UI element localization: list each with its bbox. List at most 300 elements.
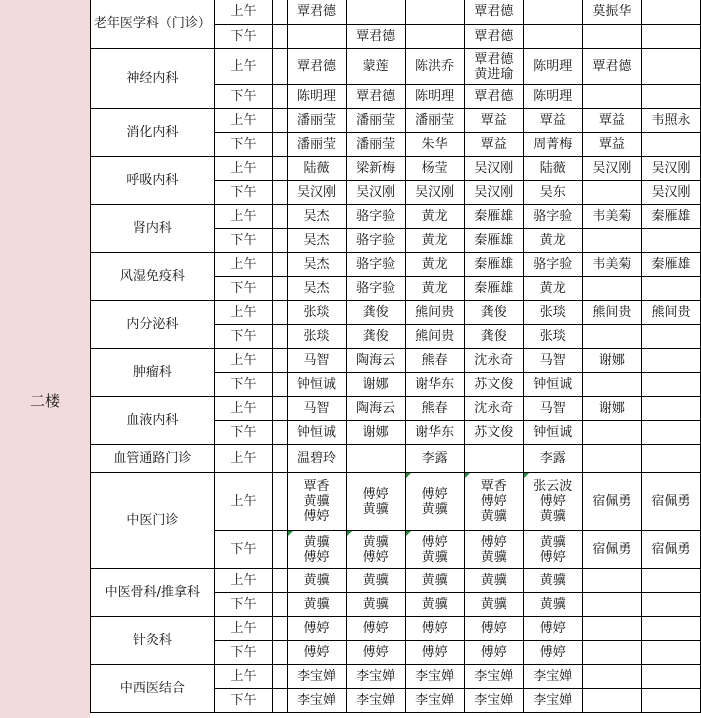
doctor-cell: 骆字验 — [346, 277, 405, 301]
doctor-cell: 黄骥 — [346, 593, 405, 617]
doctor-cell: 陈明理 — [523, 85, 582, 109]
doctor-cell: 吴杰 — [287, 205, 346, 229]
doctor-cell: 傅婷 — [346, 617, 405, 641]
doctor-name: 黄骥 — [539, 509, 566, 524]
doctor-cell: 吴东 — [523, 181, 582, 205]
doctor-cell: 谢娜 — [582, 349, 641, 373]
table-row — [91, 0, 701, 25]
doctor-cell: 黄骥 — [346, 569, 405, 593]
schedule-table — [90, 0, 701, 713]
doctor-cell — [582, 569, 641, 593]
doctor-cell — [405, 25, 464, 49]
doctor-cell — [582, 85, 641, 109]
doctor-cell: 陶海云 — [346, 349, 405, 373]
doctor-name: 覃香 — [303, 479, 330, 494]
doctor-cell: 覃益 — [582, 109, 641, 133]
doctor-cell: 吴汉刚 — [464, 157, 523, 181]
doctor-cell: 黄骥 — [464, 569, 523, 593]
cell-note-marker — [524, 473, 529, 478]
doctor-cell — [641, 421, 700, 445]
spacer-cell — [273, 421, 287, 445]
cell-note-marker — [347, 531, 352, 536]
doctor-cell: 黄骥 — [405, 593, 464, 617]
doctor-cell: 吴汉刚 — [641, 157, 700, 181]
doctor-cell: 朱华 — [405, 133, 464, 157]
session-period: 下午 — [214, 421, 272, 445]
doctor-cell: 马智 — [287, 349, 346, 373]
floor-label: 二楼 — [29, 392, 60, 410]
doctor-cell: 陆薇 — [523, 157, 582, 181]
table-row — [91, 473, 701, 531]
doctor-cell — [641, 277, 700, 301]
doctor-cell: 沈永奇 — [464, 349, 523, 373]
doctor-cell: 李宝婵 — [464, 689, 523, 713]
doctor-cell — [641, 373, 700, 397]
doctor-cell: 吴汉刚 — [582, 157, 641, 181]
doctor-cell — [405, 0, 464, 25]
doctor-cell: 陈明理 — [405, 85, 464, 109]
doctor-cell: 吴汉刚 — [287, 181, 346, 205]
doctor-cell: 黄骥 — [523, 569, 582, 593]
doctor-cell: 马智 — [523, 349, 582, 373]
department-name: 中医骨科/推拿科 — [91, 569, 215, 617]
doctor-cell: 覃君德 — [346, 85, 405, 109]
doctor-cell: 吴杰 — [287, 277, 346, 301]
spacer-cell — [273, 157, 287, 181]
table-row — [91, 349, 701, 373]
doctor-cell: 周菁梅 — [523, 133, 582, 157]
doctor-cell: 谢娜 — [582, 397, 641, 421]
session-period: 上午 — [214, 445, 272, 473]
doctor-cell — [582, 325, 641, 349]
session-period: 下午 — [214, 641, 272, 665]
doctor-cell: 傅婷 — [464, 641, 523, 665]
doctor-cell: 黄龙 — [405, 277, 464, 301]
doctor-cell: 傅婷 — [405, 641, 464, 665]
doctor-cell — [641, 85, 700, 109]
doctor-cell: 覃君德 — [464, 0, 523, 25]
doctor-cell — [641, 229, 700, 253]
doctor-cell — [523, 25, 582, 49]
doctor-name: 傅婷 — [362, 486, 389, 502]
doctor-name: 黄骥 — [480, 509, 507, 524]
doctor-cell: 覃君德 — [346, 25, 405, 49]
doctor-cell: 张琰 — [287, 325, 346, 349]
doctor-cell: 谢华东 — [405, 421, 464, 445]
doctor-cell — [582, 641, 641, 665]
doctor-cell: 骆字验 — [346, 253, 405, 277]
doctor-cell: 覃益 — [582, 133, 641, 157]
doctor-cell: 骆字验 — [523, 253, 582, 277]
table-row — [91, 445, 701, 473]
doctor-cell: 骆字验 — [523, 205, 582, 229]
doctor-cell — [346, 445, 405, 473]
doctor-cell — [641, 593, 700, 617]
doctor-cell — [641, 397, 700, 421]
department-name: 消化内科 — [91, 109, 215, 157]
session-period: 上午 — [214, 349, 272, 373]
doctor-cell: 熊间贵 — [405, 301, 464, 325]
cell-note-marker — [465, 473, 470, 478]
doctor-cell: 吴杰 — [287, 229, 346, 253]
session-period: 下午 — [214, 25, 272, 49]
spacer-cell — [273, 325, 287, 349]
doctor-cell: 吴汉刚 — [346, 181, 405, 205]
doctor-cell: 李宝婵 — [405, 689, 464, 713]
doctor-cell — [582, 277, 641, 301]
table-row — [91, 665, 701, 689]
doctor-cell: 秦雁雄 — [464, 277, 523, 301]
doctor-name: 傅婷 — [303, 549, 330, 565]
doctor-cell: 秦雁雄 — [464, 229, 523, 253]
doctor-name: 傅婷 — [362, 549, 389, 565]
doctor-name: 傅婷 — [480, 494, 507, 509]
floor-band — [0, 0, 90, 718]
department-name: 神经内科 — [91, 49, 215, 109]
doctor-cell: 陈明理 — [287, 85, 346, 109]
department-name: 内分泌科 — [91, 301, 215, 349]
doctor-cell: 黄骥 — [405, 569, 464, 593]
spacer-cell — [273, 0, 287, 25]
session-period: 下午 — [214, 133, 272, 157]
doctor-cell: 覃君德 — [582, 49, 641, 85]
session-period: 上午 — [214, 397, 272, 421]
doctor-cell — [582, 593, 641, 617]
spacer-cell — [273, 301, 287, 325]
doctor-name: 傅婷 — [421, 486, 448, 502]
doctor-cell: 李宝婵 — [523, 689, 582, 713]
doctor-cell: 陈洪乔 — [405, 49, 464, 85]
doctor-cell: 钟恒诚 — [287, 421, 346, 445]
doctor-cell: 秦雁雄 — [464, 253, 523, 277]
doctor-cell — [405, 531, 464, 569]
doctor-cell: 傅婷 — [523, 641, 582, 665]
doctor-cell — [641, 641, 700, 665]
doctor-cell: 潘丽莹 — [346, 109, 405, 133]
doctor-cell — [523, 531, 582, 569]
table-row — [91, 253, 701, 277]
doctor-cell: 傅婷 — [287, 641, 346, 665]
doctor-cell: 熊春 — [405, 349, 464, 373]
session-period: 上午 — [214, 617, 272, 641]
doctor-cell: 骆字验 — [346, 229, 405, 253]
doctor-cell — [582, 617, 641, 641]
doctor-cell — [582, 373, 641, 397]
doctor-cell: 谢娜 — [346, 373, 405, 397]
doctor-cell — [582, 689, 641, 713]
doctor-cell — [641, 617, 700, 641]
spacer-cell — [273, 473, 287, 531]
spacer-cell — [273, 397, 287, 421]
cell-note-marker — [288, 531, 293, 536]
doctor-cell — [346, 473, 405, 531]
doctor-cell: 李宝婵 — [346, 689, 405, 713]
doctor-name: 傅婷 — [539, 549, 566, 565]
doctor-name: 黄骥 — [362, 534, 389, 550]
doctor-cell: 秦雁雄 — [464, 205, 523, 229]
doctor-cell — [287, 531, 346, 569]
doctor-cell: 熊间贵 — [405, 325, 464, 349]
doctor-name: 傅婷 — [480, 534, 507, 550]
doctor-cell: 傅婷 — [287, 617, 346, 641]
doctor-cell — [464, 473, 523, 531]
doctor-cell: 熊春 — [405, 397, 464, 421]
department-name: 肿瘤科 — [91, 349, 215, 397]
spacer-cell — [273, 617, 287, 641]
doctor-cell: 钟恒诚 — [523, 373, 582, 397]
spacer-cell — [273, 181, 287, 205]
session-period: 下午 — [214, 85, 272, 109]
doctor-cell: 李宝婵 — [287, 665, 346, 689]
session-period: 上午 — [214, 569, 272, 593]
table-row — [91, 301, 701, 325]
doctor-cell: 温碧玲 — [287, 445, 346, 473]
session-period: 下午 — [214, 277, 272, 301]
doctor-cell: 李宝婵 — [346, 665, 405, 689]
department-name: 中西医结合 — [91, 665, 215, 713]
doctor-name: 黄骥 — [303, 534, 330, 550]
doctor-name: 覃香 — [480, 479, 507, 494]
doctor-cell — [641, 665, 700, 689]
doctor-cell — [641, 49, 700, 85]
doctor-cell — [641, 569, 700, 593]
doctor-cell: 覃君德 — [287, 0, 346, 25]
doctor-cell: 苏文俊 — [464, 421, 523, 445]
doctor-cell: 张琰 — [287, 301, 346, 325]
doctor-cell — [582, 445, 641, 473]
spacer-cell — [273, 25, 287, 49]
doctor-cell: 宿佩勇 — [641, 473, 700, 531]
doctor-cell — [523, 473, 582, 531]
doctor-cell: 马智 — [523, 397, 582, 421]
doctor-name: 黄骥 — [480, 549, 507, 565]
spacer-cell — [273, 109, 287, 133]
doctor-cell: 李宝婵 — [405, 665, 464, 689]
doctor-cell: 宿佩勇 — [582, 531, 641, 569]
session-period: 上午 — [214, 49, 272, 85]
doctor-cell: 韦美菊 — [582, 253, 641, 277]
doctor-name: 覃君德 — [474, 51, 514, 67]
cell-note-marker — [406, 473, 411, 478]
doctor-cell: 陈明理 — [523, 49, 582, 85]
doctor-name: 傅婷 — [303, 509, 330, 524]
doctor-cell: 韦美菊 — [582, 205, 641, 229]
doctor-cell: 覃君德 — [464, 85, 523, 109]
doctor-cell — [582, 25, 641, 49]
doctor-cell: 吴杰 — [287, 253, 346, 277]
doctor-cell: 秦雁雄 — [641, 253, 700, 277]
department-name: 血管通路门诊 — [91, 445, 215, 473]
spacer-cell — [273, 665, 287, 689]
spacer-cell — [273, 205, 287, 229]
doctor-name: 黄骥 — [421, 549, 448, 565]
doctor-cell: 韦照永 — [641, 109, 700, 133]
spacer-cell — [273, 49, 287, 85]
doctor-cell: 黄骥 — [464, 593, 523, 617]
department-name: 中医门诊 — [91, 473, 215, 569]
doctor-cell: 傅婷 — [464, 617, 523, 641]
doctor-cell: 龚俊 — [346, 301, 405, 325]
doctor-cell: 黄骥 — [287, 569, 346, 593]
doctor-name: 张云波 — [533, 479, 573, 494]
doctor-cell: 黄龙 — [405, 205, 464, 229]
doctor-cell: 钟恒诚 — [523, 421, 582, 445]
spacer-cell — [273, 373, 287, 397]
table-row — [91, 157, 701, 181]
doctor-cell: 谢娜 — [346, 421, 405, 445]
session-period: 上午 — [214, 0, 272, 25]
doctor-cell — [287, 473, 346, 531]
doctor-cell: 傅婷 — [523, 617, 582, 641]
doctor-cell — [464, 49, 523, 85]
doctor-cell: 李宝婵 — [464, 665, 523, 689]
doctor-cell — [641, 689, 700, 713]
session-period: 下午 — [214, 229, 272, 253]
department-name: 针灸科 — [91, 617, 215, 665]
session-period: 上午 — [214, 157, 272, 181]
doctor-cell: 潘丽莹 — [287, 109, 346, 133]
session-period: 下午 — [214, 181, 272, 205]
doctor-cell: 蒙莲 — [346, 49, 405, 85]
table-row — [91, 617, 701, 641]
doctor-cell: 龚俊 — [464, 325, 523, 349]
doctor-cell: 傅婷 — [405, 617, 464, 641]
session-period: 下午 — [214, 325, 272, 349]
doctor-name: 黄骥 — [421, 501, 448, 517]
doctor-cell: 陶海云 — [346, 397, 405, 421]
doctor-cell: 潘丽莹 — [287, 133, 346, 157]
doctor-cell: 熊间贵 — [641, 301, 700, 325]
doctor-cell — [464, 445, 523, 473]
doctor-cell: 陆薇 — [287, 157, 346, 181]
doctor-cell — [346, 531, 405, 569]
doctor-cell: 吴汉刚 — [641, 181, 700, 205]
doctor-cell — [346, 0, 405, 25]
spacer-cell — [273, 349, 287, 373]
doctor-cell: 黄骥 — [523, 593, 582, 617]
doctor-cell: 钟恒诚 — [287, 373, 346, 397]
doctor-cell: 黄龙 — [523, 277, 582, 301]
table-row — [91, 49, 701, 85]
doctor-cell: 吴汉刚 — [464, 181, 523, 205]
doctor-cell — [464, 531, 523, 569]
doctor-cell: 龚俊 — [464, 301, 523, 325]
department-name: 风湿免疫科 — [91, 253, 215, 301]
doctor-name: 黄骥 — [362, 501, 389, 517]
spacer-cell — [273, 531, 287, 569]
doctor-cell: 覃益 — [464, 109, 523, 133]
doctor-cell: 李宝婵 — [523, 665, 582, 689]
doctor-cell: 张琰 — [523, 301, 582, 325]
doctor-cell: 梁新梅 — [346, 157, 405, 181]
doctor-cell — [641, 349, 700, 373]
doctor-name: 傅婷 — [539, 494, 566, 509]
doctor-cell: 宿佩勇 — [582, 473, 641, 531]
doctor-cell: 张琰 — [523, 325, 582, 349]
doctor-cell: 秦雁雄 — [641, 205, 700, 229]
session-period: 下午 — [214, 593, 272, 617]
doctor-cell — [287, 25, 346, 49]
session-period: 上午 — [214, 665, 272, 689]
doctor-cell: 李露 — [405, 445, 464, 473]
doctor-cell: 潘丽莹 — [405, 109, 464, 133]
doctor-cell: 覃益 — [523, 109, 582, 133]
doctor-cell: 覃君德 — [287, 49, 346, 85]
doctor-cell: 黄龙 — [523, 229, 582, 253]
spacer-cell — [273, 641, 287, 665]
table-row — [91, 109, 701, 133]
doctor-cell: 吴汉刚 — [405, 181, 464, 205]
doctor-cell: 马智 — [287, 397, 346, 421]
doctor-cell — [641, 133, 700, 157]
doctor-cell: 黄龙 — [405, 253, 464, 277]
cell-note-marker — [406, 531, 411, 536]
session-period: 上午 — [214, 205, 272, 229]
doctor-cell — [582, 421, 641, 445]
session-period: 下午 — [214, 531, 272, 569]
doctor-cell — [582, 181, 641, 205]
session-period: 上午 — [214, 473, 272, 531]
doctor-cell: 熊间贵 — [582, 301, 641, 325]
doctor-cell: 苏文俊 — [464, 373, 523, 397]
doctor-cell: 沈永奇 — [464, 397, 523, 421]
doctor-cell — [582, 665, 641, 689]
doctor-cell: 覃君德 — [464, 25, 523, 49]
doctor-cell: 骆字验 — [346, 205, 405, 229]
doctor-cell — [405, 473, 464, 531]
doctor-cell — [641, 445, 700, 473]
spacer-cell — [273, 689, 287, 713]
doctor-cell: 龚俊 — [346, 325, 405, 349]
doctor-cell: 莫振华 — [582, 0, 641, 25]
doctor-cell: 黄龙 — [405, 229, 464, 253]
doctor-name: 黄骥 — [303, 494, 330, 509]
spacer-cell — [273, 569, 287, 593]
doctor-name: 黄进瑜 — [474, 66, 514, 82]
session-period: 上午 — [214, 109, 272, 133]
doctor-name: 黄骥 — [539, 534, 566, 550]
department-name: 血液内科 — [91, 397, 215, 445]
doctor-cell: 杨莹 — [405, 157, 464, 181]
doctor-cell — [641, 25, 700, 49]
doctor-cell: 黄骥 — [287, 593, 346, 617]
department-name: 呼吸内科 — [91, 157, 215, 205]
session-period: 下午 — [214, 373, 272, 397]
doctor-name: 傅婷 — [421, 534, 448, 550]
schedule-body — [91, 0, 701, 713]
session-period: 上午 — [214, 253, 272, 277]
table-row — [91, 205, 701, 229]
doctor-cell: 李露 — [523, 445, 582, 473]
session-period: 上午 — [214, 301, 272, 325]
session-period: 下午 — [214, 689, 272, 713]
spacer-cell — [273, 133, 287, 157]
doctor-cell: 潘丽莹 — [346, 133, 405, 157]
spacer-cell — [273, 445, 287, 473]
doctor-cell: 谢华东 — [405, 373, 464, 397]
doctor-cell — [582, 229, 641, 253]
department-name: 肾内科 — [91, 205, 215, 253]
doctor-cell: 李宝婵 — [287, 689, 346, 713]
doctor-cell: 覃益 — [464, 133, 523, 157]
spacer-cell — [273, 229, 287, 253]
doctor-cell — [641, 325, 700, 349]
department-name: 老年医学科（门诊） — [91, 0, 215, 49]
table-row — [91, 397, 701, 421]
spacer-cell — [273, 277, 287, 301]
spacer-cell — [273, 253, 287, 277]
doctor-cell: 宿佩勇 — [641, 531, 700, 569]
